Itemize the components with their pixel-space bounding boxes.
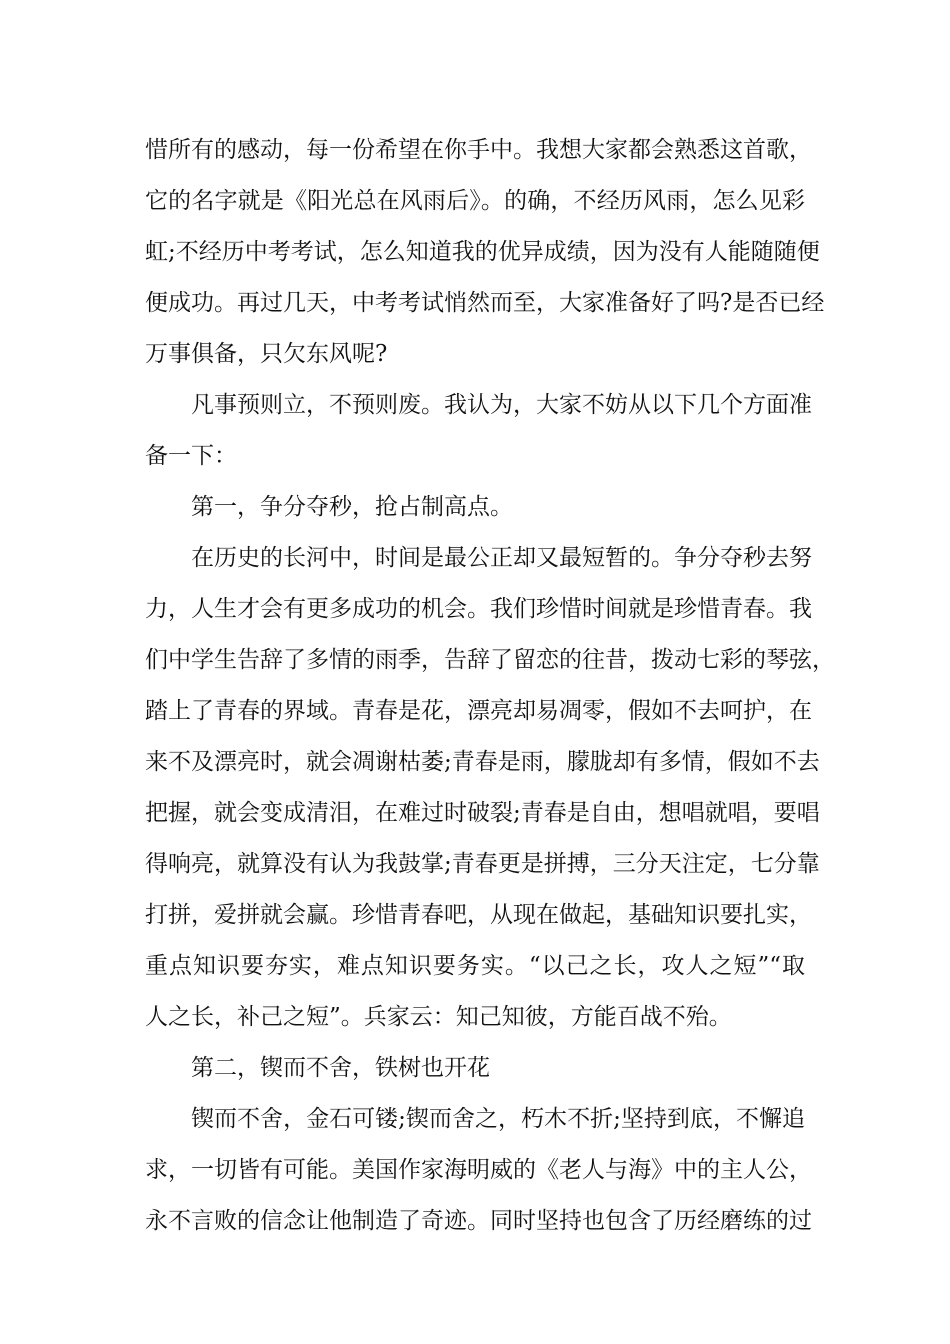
section-heading: 第一，争分夺秒，抢占制高点。 — [191, 494, 513, 520]
text-line: 们中学生告辞了多情的雨季，告辞了留恋的往昔，拨动七彩的琴弦， — [145, 647, 835, 673]
text-line: 它的名字就是《阳光总在风雨后》。的确，不经历风雨，怎么见彩 — [145, 188, 805, 214]
text-line: 便成功。再过几天，中考考试悄然而至，大家准备好了吗?是否已经 — [145, 290, 825, 316]
text-line: 得响亮，就算没有认为我鼓掌;青春更是拼搏，三分天注定，七分靠 — [145, 851, 820, 877]
text-line: 重点知识要夯实，难点知识要务实。“以己之长，攻人之短”“取 — [145, 953, 805, 979]
text-line: 万事俱备，只欠东风呢? — [145, 341, 388, 367]
text-line: 人之长，补己之短”。兵家云：知己知彼，方能百战不殆。 — [145, 1004, 732, 1030]
text-line: 把握，就会变成清泪，在难过时破裂;青春是自由，想唱就唱，要唱 — [145, 800, 820, 826]
paragraph-first-line: 锲而不舍，金石可镂;锲而舍之，朽木不折;坚持到底，不懈追 — [191, 1106, 805, 1132]
text-line: 备一下： — [145, 443, 237, 469]
text-line: 打拼，爱拼就会赢。珍惜青春吧，从现在做起，基础知识要扎实， — [145, 902, 812, 928]
paragraph-first-line: 凡事预则立，不预则废。我认为，大家不妨从以下几个方面准 — [191, 392, 812, 418]
text-line: 来不及漂亮时，就会凋谢枯萎;青春是雨，朦胧却有多情，假如不去 — [145, 749, 820, 775]
text-line: 永不言败的信念让他制造了奇迹。同时坚持也包含了历经磨练的过 — [145, 1208, 812, 1234]
text-line: 虹;不经历中考考试，怎么知道我的优异成绩，因为没有人能随随便 — [145, 239, 820, 265]
paragraph-first-line: 在历史的长河中，时间是最公正却又最短暂的。争分夺秒去努 — [191, 545, 812, 571]
text-line: 求，一切皆有可能。美国作家海明威的《老人与海》中的主人公， — [145, 1157, 812, 1183]
text-line: 力，人生才会有更多成功的机会。我们珍惜时间就是珍惜青春。我 — [145, 596, 812, 622]
text-line: 踏上了青春的界域。青春是花，漂亮却易凋零，假如不去呵护，在 — [145, 698, 812, 724]
section-heading: 第二，锲而不舍，铁树也开花 — [191, 1055, 490, 1081]
text-line: 惜所有的感动，每一份希望在你手中。我想大家都会熟悉这首歌， — [145, 137, 812, 163]
